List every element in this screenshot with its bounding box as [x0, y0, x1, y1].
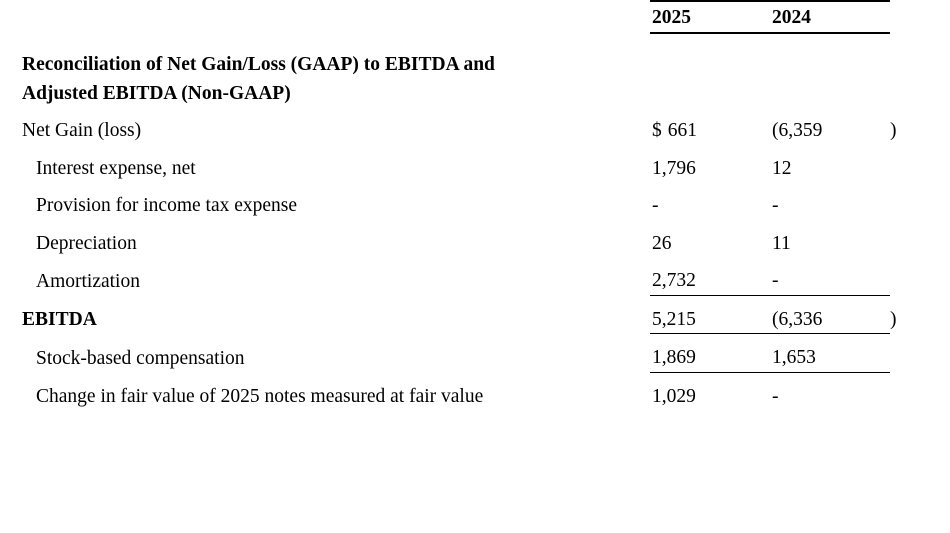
table-row [0, 257, 950, 295]
row-value-2024-change-in-fair-value: - [772, 385, 779, 407]
section-title-row-1 [0, 48, 950, 78]
table-row [0, 107, 950, 145]
table-row-subtotal [0, 295, 950, 334]
row-paren-2024-amortization [890, 257, 950, 295]
row-value-2024-amortization: - [772, 270, 779, 292]
row-value-2024-provision-income-tax: - [772, 195, 779, 217]
table-row [0, 182, 950, 220]
row-value-2024-net-gain-loss: (6,359 [772, 120, 823, 142]
header-paren-spacer [890, 1, 950, 33]
row-paren-2024-change-in-fair-value [890, 372, 950, 410]
currency-symbol: $ [652, 120, 662, 142]
row-paren-2024-stock-based-compensation [890, 334, 950, 373]
row-label-stock-based-compensation: Stock-based compensation [36, 347, 245, 369]
table-row [0, 220, 950, 258]
row-label-net-gain-loss: Net Gain (loss) [22, 120, 142, 142]
row-paren-2024-net-gain-loss: ) [890, 120, 897, 142]
row-label-change-in-fair-value: Change in fair value of 2025 notes measured at fair value [36, 385, 484, 407]
table-row [0, 334, 950, 373]
row-label-amortization: Amortization [36, 270, 140, 292]
value-text: 661 [667, 120, 697, 142]
header-blank-cell [0, 1, 650, 33]
row-paren-2024-ebitda: ) [890, 309, 897, 331]
row-value-2025-change-in-fair-value: 1,029 [652, 385, 696, 407]
section-title-row-2 [0, 77, 950, 107]
table-row [0, 145, 950, 183]
row-label-interest-expense-net: Interest expense, net [36, 157, 196, 179]
column-header-2024: 2024 [770, 1, 890, 33]
row-value-2025-depreciation: 26 [652, 232, 672, 254]
row-value-2025-amortization: 2,732 [652, 270, 696, 292]
column-header-2025: 2025 [650, 1, 770, 33]
spacer-after-header [0, 33, 950, 48]
row-value-2025-ebitda: 5,215 [650, 295, 770, 334]
row-value-2025-net-gain-loss [650, 107, 770, 145]
row-paren-2024-interest-expense-net [890, 145, 950, 183]
row-label-provision-income-tax: Provision for income tax expense [36, 195, 298, 217]
table-row [0, 372, 950, 410]
row-label-depreciation: Depreciation [36, 232, 137, 254]
row-value-2024-depreciation: 11 [772, 232, 791, 254]
row-value-2024-ebitda: (6,336 [770, 295, 890, 334]
section-title-line-2: Adjusted EBITDA (Non-GAAP) [22, 83, 291, 105]
row-paren-2024-provision-income-tax [890, 182, 950, 220]
row-paren-2024-depreciation [890, 220, 950, 258]
row-value-2025-stock-based-compensation: 1,869 [650, 334, 770, 373]
row-value-2025-interest-expense-net: 1,796 [652, 157, 696, 179]
row-value-2024-interest-expense-net: 12 [772, 157, 792, 179]
row-value-2025-provision-income-tax: - [652, 195, 659, 217]
row-label-ebitda: EBITDA [22, 309, 97, 331]
section-title-line-1: Reconciliation of Net Gain/Loss (GAAP) to EBITDA and [22, 53, 495, 75]
table-header-row [0, 1, 950, 33]
row-value-2024-stock-based-compensation: 1,653 [770, 334, 890, 373]
